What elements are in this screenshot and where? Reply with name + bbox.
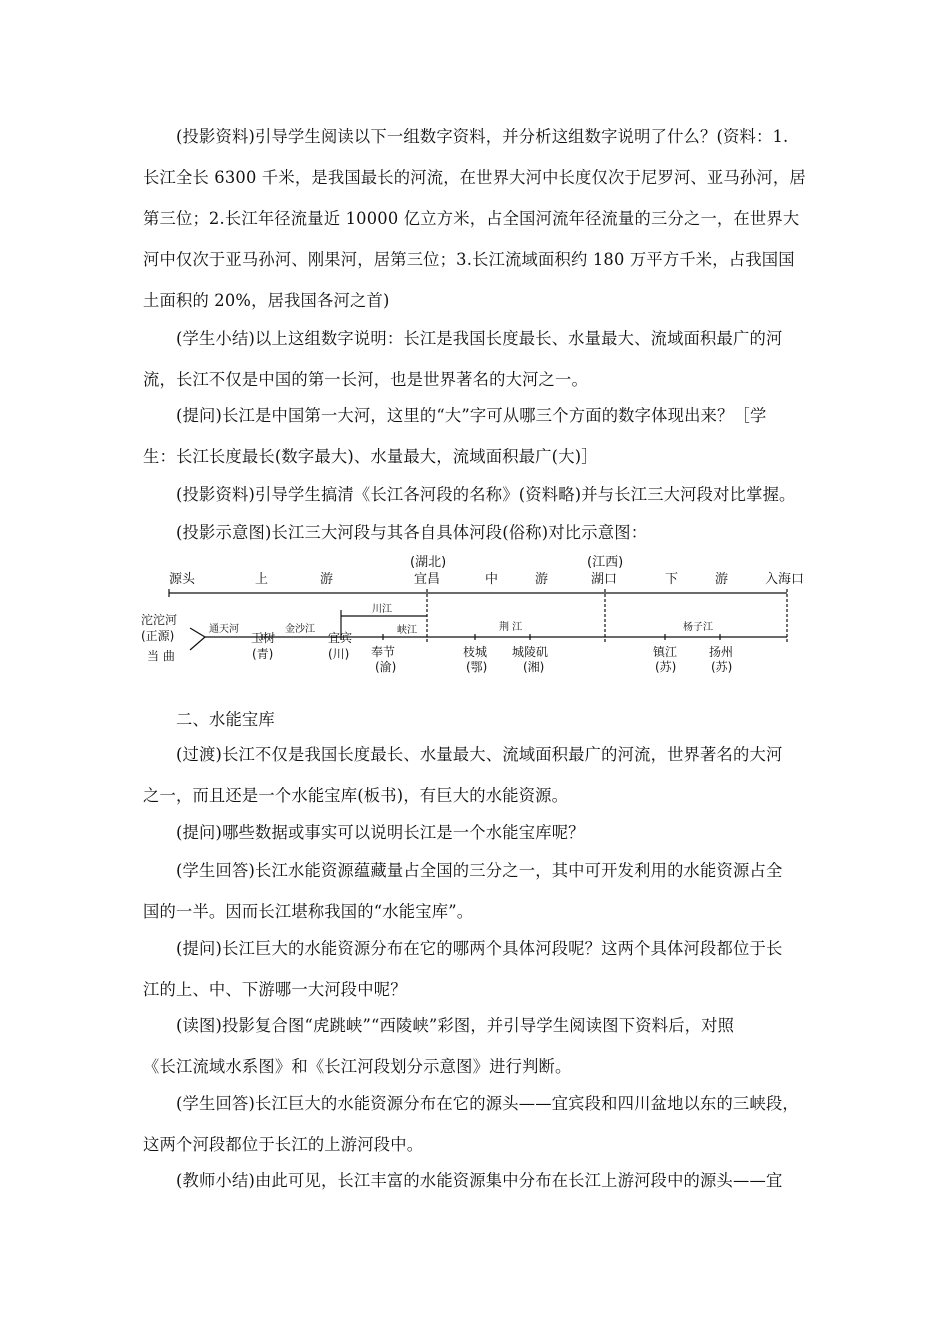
branch-dangqu	[190, 637, 205, 650]
paragraph-line: 生：长江长度最长(数字最大)、水量最大，流域面积最广(大)］	[143, 447, 598, 466]
paragraph-line: (读图)投影复合图“虎跳峡”“西陵峡”彩图，并引导学生阅读图下资料后，对照	[176, 1016, 735, 1035]
paragraph-line: (学生回答)长江巨大的水能资源分布在它的源头——宜宾段和四川盆地以东的三峡段，	[176, 1094, 799, 1113]
paragraph-line: (投影资料)引导学生阅读以下一组数字资料，并分析这组数字说明了什么？(资料：1.	[176, 127, 789, 146]
label-yibin: 宜宾	[328, 631, 353, 645]
label-fengjie: 奉节	[371, 645, 396, 659]
label-tuotuohe: 沱沱河	[141, 613, 178, 627]
label-chenglingji: 城陵矶	[512, 645, 549, 659]
section-heading: 二、水能宝库	[176, 710, 275, 729]
label-yu: (渝)	[375, 660, 397, 674]
paragraph-line: 土面积的 20%，居我国各河之首)	[143, 291, 390, 310]
label-xiang: (湘)	[523, 660, 545, 674]
paragraph-line: 流，长江不仅是中国的第一长河，也是世界著名的大河之一。	[143, 370, 588, 389]
label-chuan: (川)	[328, 647, 350, 661]
label-yangzhou: 扬州	[709, 645, 734, 659]
label-mid-1: 中	[485, 572, 499, 587]
label-upper-2: 游	[320, 572, 334, 587]
paragraph-line: (过渡)长江不仅是我国长度最长、水量最大、流域面积最广的河流，世界著名的大河	[176, 745, 783, 764]
paragraph-line: 第三位；2.长江年径流量近 10000 亿立方米，占全国河流年径流量的三分之一，在世界大	[143, 209, 800, 228]
label-dangqu: 当 曲	[147, 649, 175, 663]
paragraph-line: (提问)长江巨大的水能资源分布在它的哪两个具体河段呢？这两个具体河段都位于长	[176, 939, 783, 958]
label-low-2: 游	[715, 572, 729, 587]
label-jiangxi: (江西)	[587, 555, 624, 570]
label-xiajiang: 峡江	[397, 625, 417, 636]
label-chuanjiang: 川江	[372, 604, 392, 615]
label-zhicheng: 枝城	[463, 645, 488, 659]
label-su-2: (苏)	[711, 660, 733, 674]
label-su-1: (苏)	[655, 660, 677, 674]
branch-tuotuohe	[190, 628, 205, 637]
paragraph-line: 这两个河段都位于长江的上游河段中。	[143, 1135, 424, 1154]
label-low-1: 下	[665, 572, 679, 587]
label-e: (鄂)	[466, 660, 488, 674]
paragraph-line: 河中仅次于亚马孙河、刚果河，居第三位；3.长江流域面积约 180 万平方千米，占我国国	[143, 250, 795, 269]
label-zhengyuan: (正源)	[141, 629, 175, 643]
paragraph-line: 之一，而且还是一个水能宝库(板书)，有巨大的水能资源。	[143, 786, 569, 805]
label-yushu: 玉树	[251, 631, 276, 645]
paragraph-line: (学生回答)长江水能资源蕴藏量占全国的三分之一，其中可开发利用的水能资源占全	[176, 861, 783, 880]
paragraph-line: 长江全长 6300 千米，是我国最长的河流，在世界大河中长度仅次于尼罗河、亚马孙河，居	[143, 168, 806, 187]
label-yichang: 宜昌	[414, 572, 441, 587]
label-source: 源头	[169, 572, 196, 587]
label-upper-1: 上	[255, 572, 269, 587]
paragraph-line: (投影资料)引导学生搞清《长江各河段的名称》(资料略)并与长江三大河段对比掌握。	[176, 485, 796, 504]
paragraph-line: 《长江流域水系图》和《长江河段划分示意图》进行判断。	[143, 1057, 572, 1076]
paragraph-line: (学生小结)以上这组数字说明：长江是我国长度最长、水量最大、流域面积最广的河	[176, 329, 783, 348]
label-zhenjiang: 镇江	[653, 645, 678, 659]
label-hukou: 湖口	[591, 572, 618, 587]
paragraph-line: (提问)长江是中国第一大河，这里的“大”字可从哪三个方面的数字体现出来？［学	[176, 406, 767, 425]
label-mouth: 入海口	[765, 572, 805, 587]
label-hubei: (湖北)	[410, 555, 447, 570]
paragraph-line: 江的上、中、下游哪一大河段中呢？	[143, 980, 407, 999]
label-yangzijiang: 杨子江	[683, 622, 713, 633]
paragraph-line: (提问)哪些数据或事实可以说明长江是一个水能宝库呢？	[176, 823, 585, 842]
yangtze-river-sections-diagram	[135, 550, 825, 685]
paragraph-line: (投影示意图)长江三大河段与其各自具体河段(俗称)对比示意图：	[176, 523, 648, 542]
label-qing: (青)	[252, 647, 274, 661]
label-jingjiang: 荆 江	[499, 622, 523, 633]
label-tongtianhe: 通天河	[209, 624, 239, 635]
label-jinshajiang: 金沙江	[285, 624, 315, 635]
label-mid-2: 游	[535, 572, 549, 587]
paragraph-line: 国的一半。因而长江堪称我国的“水能宝库”。	[143, 902, 474, 921]
paragraph-line: (教师小结)由此可见，长江丰富的水能资源集中分布在长江上游河段中的源头——宜	[176, 1171, 783, 1190]
